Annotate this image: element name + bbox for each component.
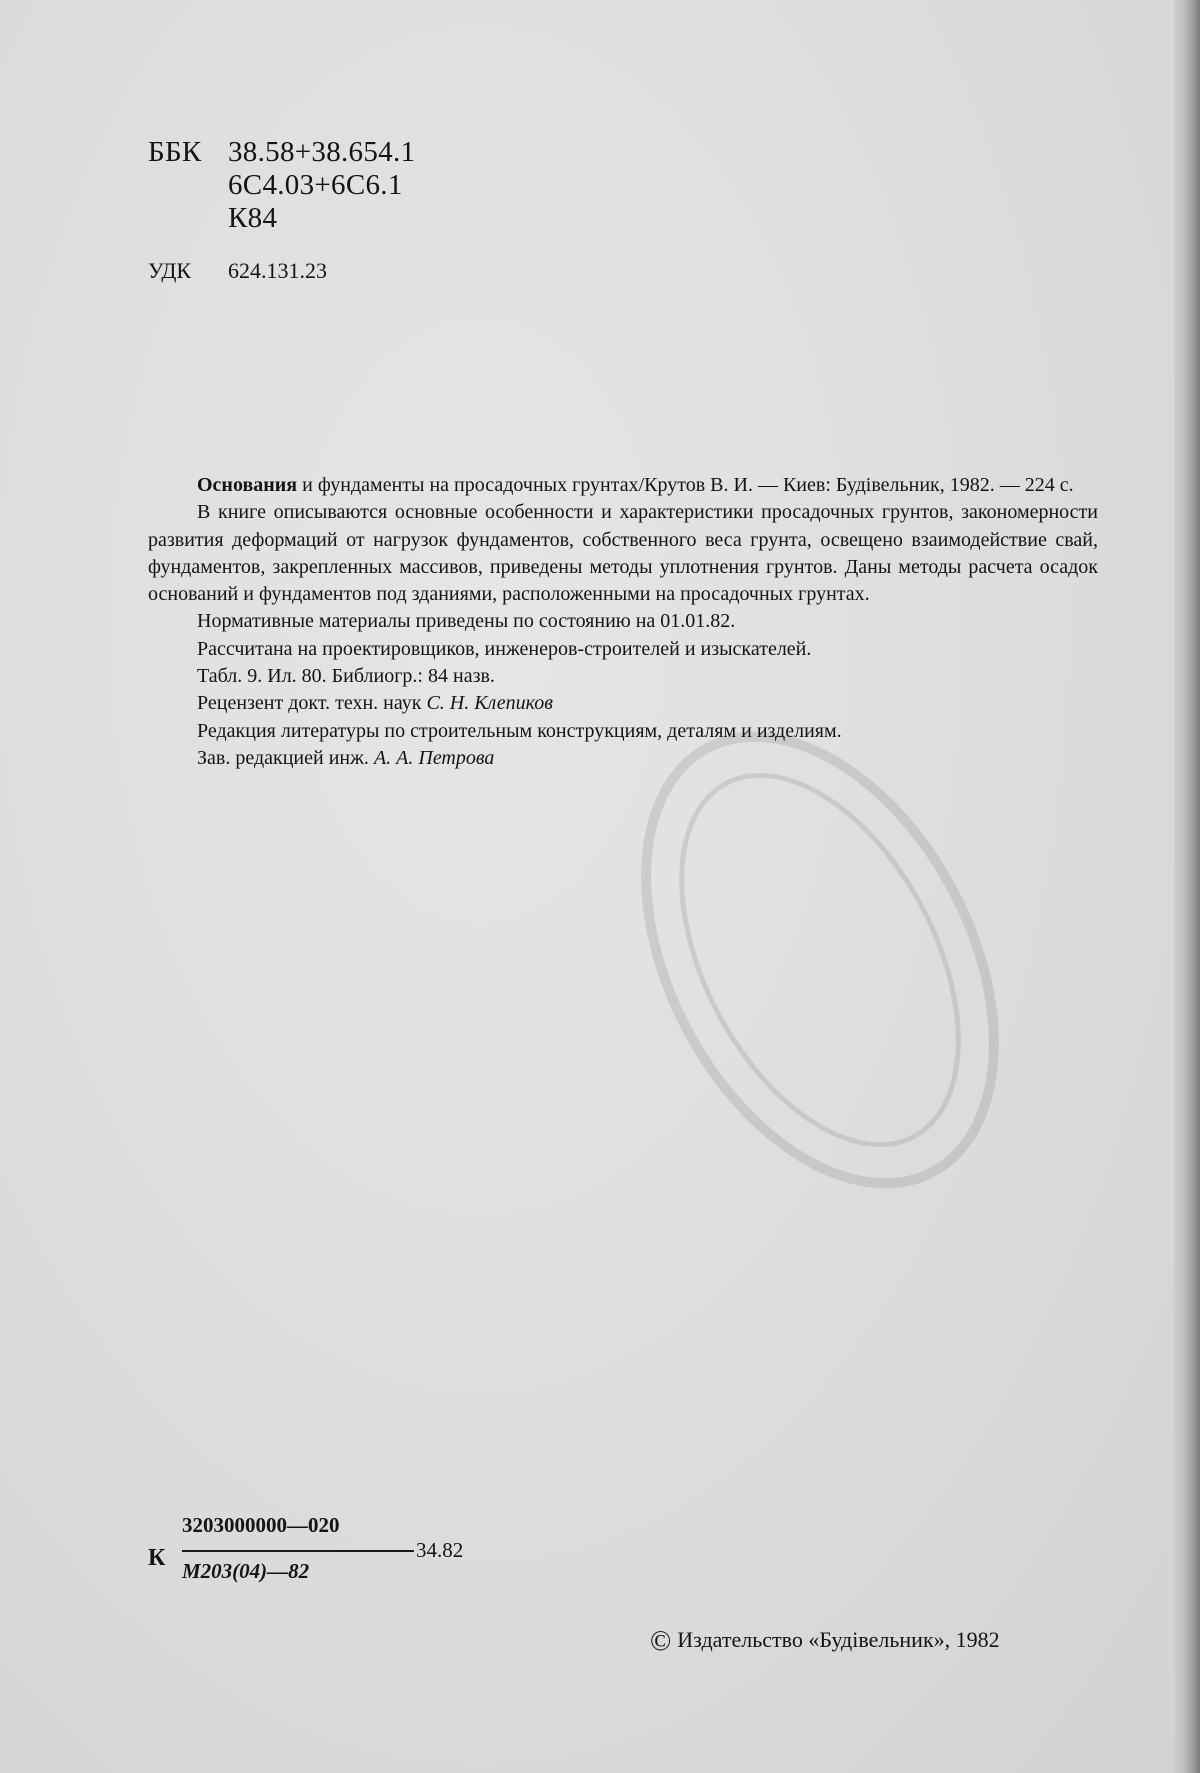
editor-in-chief-line	[148, 745, 1098, 772]
catalog-denominator: М203(04)—82	[182, 1559, 310, 1583]
page-binding-edge	[1174, 0, 1200, 1773]
book-annotation	[148, 472, 1098, 772]
book-description: В книге описываются основные особенности и характеристики просадочных грунтов, закономерности развития деформаций от нагрузок фундаментов, собственного веса грунта, освещено взаимодействие свай, фундаментов, закрепленных массивов, приведены методы уплотнения грунтов. Даны методы расчета осадок оснований и фундаментов под зданиями, расположенными на просадочных грунтах.	[148, 501, 1098, 606]
reviewer-name: С. Н. Клепиков	[426, 692, 553, 715]
copyright-notice	[650, 1626, 1000, 1658]
catalog-price-code: 34.82	[416, 1538, 464, 1562]
bbk-row-1	[148, 136, 415, 169]
catalog-numerator: 3203000000—020	[182, 1513, 340, 1537]
bbk-label: ББК	[148, 136, 202, 168]
bbk-classification	[148, 136, 415, 235]
editorial-office: Редакция литературы по строительным конструкциям, деталям и изделиям.	[197, 719, 842, 742]
udk-label: УДК	[148, 258, 192, 283]
editor-prefix: Зав. редакцией инж.	[197, 746, 374, 769]
catalog-letter: К	[148, 1545, 166, 1571]
copyright-icon: ©	[650, 1626, 672, 1657]
udk-code: 624.131.23	[228, 258, 327, 283]
udk-classification	[148, 257, 327, 285]
catalog-fraction-rule	[182, 1550, 414, 1552]
bibliographic-record	[148, 472, 1098, 499]
author-mark: К84	[228, 202, 278, 234]
book-title-lead: Основания	[197, 474, 298, 496]
target-audience: Рассчитана на проектировщиков, инженеров-строителей и изыскателей.	[197, 637, 812, 660]
reviewer-line	[148, 690, 1098, 717]
reviewer-prefix: Рецензент докт. техн. наук	[197, 692, 427, 715]
copyright-text: Издательство «Будівельник», 1982	[677, 1627, 1000, 1652]
bibliographic-details: и фундаменты на просадочных грунтах/Крутов В. И. — Киев: Будівельник, 1982. — 224 с.	[297, 474, 1074, 496]
editor-name: А. А. Петрова	[373, 746, 495, 769]
bbk-code-1: 38.58+38.654.1	[228, 136, 416, 168]
normative-note: Нормативные материалы приведены по состоянию на 01.01.82.	[197, 610, 736, 633]
bbk-code-2: 6С4.03+6С6.1	[228, 169, 403, 201]
book-statistics: Табл. 9. Ил. 80. Библиогр.: 84 назв.	[197, 665, 495, 688]
